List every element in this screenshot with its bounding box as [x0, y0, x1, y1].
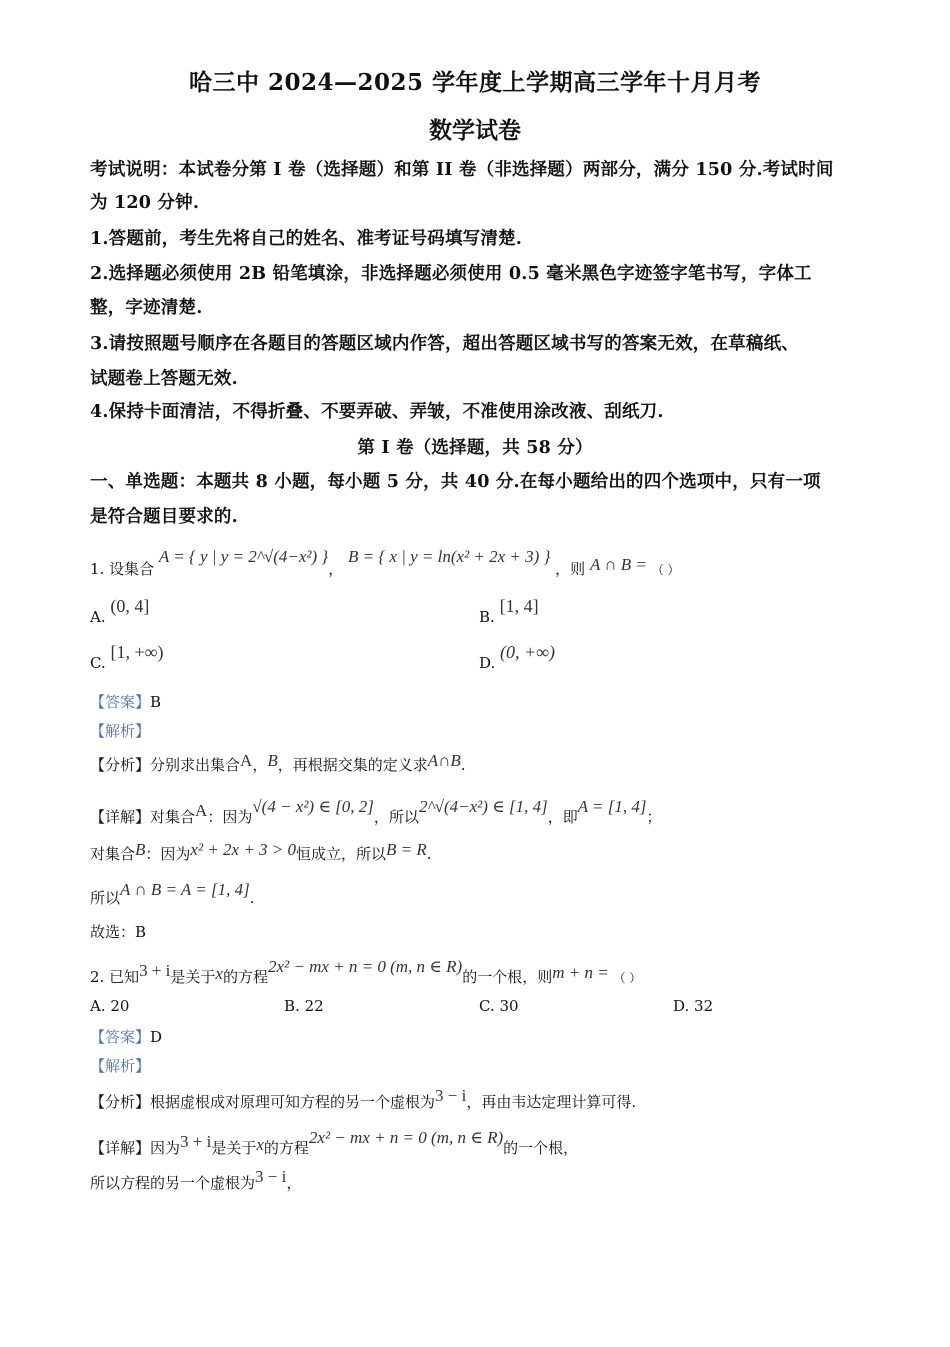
q2-fenxi-math: 3 − i [435, 1086, 467, 1105]
q2-option-c-value: 30 [499, 997, 519, 1015]
q1-fenxi-a: 分别求出集合 [150, 756, 241, 774]
q1-d1-c: ，所以 [373, 808, 419, 826]
q2-fenxi-b: ，再由韦达定理计算可得. [466, 1093, 637, 1111]
q1-detail-line-2 [90, 840, 432, 864]
q1-detail-line-3 [90, 880, 255, 908]
instruction-item-3b: 试题卷上答题无效. [90, 369, 238, 389]
q1-option-c [90, 642, 164, 673]
question-2-stem [90, 957, 642, 987]
q2-d2-b: ， [286, 1174, 302, 1192]
q2-d1-root: 3 + i [180, 1132, 212, 1151]
q1-d3-b: . [249, 889, 255, 907]
q2-option-c-label: C. [479, 997, 495, 1015]
q1-answer [90, 691, 161, 712]
q1-analysis-tag: 【解析】 [90, 722, 151, 740]
q2-d1-b: 是关于 [211, 1139, 257, 1157]
q1-answer-value: B [150, 693, 162, 711]
instructions-line2: 为 120 分钟. [90, 193, 200, 213]
q2-option-a-value: 20 [110, 997, 130, 1015]
q1-final: 故选：B [90, 923, 147, 941]
exam-title: 哈三中 2024—2025 学年度上学期高三学年十月月考 [188, 69, 762, 96]
q1-d1-math-2: 2^√(4−x²) ∈ [1, 4] [418, 797, 548, 816]
q2-stem-b: 是关于 [170, 968, 216, 986]
q2-answer-tag: 【答案】 [90, 1028, 151, 1046]
q1-paren: （ ） [651, 563, 680, 577]
instruction-item-4: 4.保持卡面清洁，不得折叠、不要弄破、弄皱，不准使用涂改液、刮纸刀. [90, 402, 664, 422]
q2-option-b [284, 997, 324, 1015]
q2-option-d-value: 32 [694, 997, 714, 1015]
q2-answer [90, 1026, 162, 1047]
instruction-item-3a: 3.请按照题号顺序在各题目的答题区域内作答，超出答题区域书写的答案无效，在草稿纸、 [90, 334, 799, 354]
q2-option-a [90, 997, 129, 1015]
q1-fenxi-sep: ， [252, 756, 268, 774]
q2-stem-d: 的一个根，则 [462, 968, 553, 986]
instruction-item-2a: 2.选择题必须使用 2B 铅笔填涂，非选择题必须使用 0.5 毫米黑色字迹签字笔书写，字体工 [90, 264, 812, 284]
q1-expr: A ∩ B = [589, 555, 647, 574]
q1-d2-sym: B [135, 840, 146, 859]
part1-intro-b: 是符合题目要求的. [90, 507, 238, 527]
instructions-line1: 考试说明：本试卷分第 I 卷（选择题）和第 II 卷（非选择题）两部分，满分 150 分.考试时间 [90, 160, 834, 180]
q1-set-b: B = { x | y = ln(x² + 2x + 3) } [348, 547, 551, 566]
q1-d2-math-2: B = R [386, 840, 427, 859]
q1-d3-math: A ∩ B = A = [1, 4] [120, 880, 250, 899]
q1-set-a: A = { y | y = 2^√(4−x²) } [158, 547, 329, 566]
q1-option-c-value: [1, +∞) [110, 642, 164, 662]
question-1-stem: 1. 设集合 A = { y | y = 2^√(4−x²) }， B = { x | y = ln(x² + 2x + 3) } ，则 A ∩ B = （ ） [90, 547, 680, 578]
q1-option-a-label: A. [90, 608, 106, 626]
q2-option-b-value: 22 [304, 997, 324, 1015]
instruction-item-1: 1.答题前，考生先将自己的姓名、准考证号码填写清楚. [90, 229, 523, 249]
q2-paren: （ ） [613, 971, 642, 985]
q1-option-b-label: B. [479, 608, 495, 626]
q2-option-c [479, 997, 519, 1015]
q1-d1-math-3: A = [1, 4] [577, 797, 647, 816]
q2-d1-var: x [256, 1135, 264, 1154]
q1-d2-d: . [426, 845, 432, 863]
q2-d1-d: 的一个根， [503, 1139, 579, 1157]
q2-equation: 2x² − mx + n = 0 (m, n ∈ R) [267, 957, 463, 976]
part1-intro-a: 一、单选题：本题共 8 小题，每小题 5 分，共 40 分.在每小题给出的四个选项中，只有一项 [90, 472, 821, 492]
q2-d1-c: 的方程 [263, 1139, 309, 1157]
q1-d1-b: ：因为 [207, 808, 253, 826]
q2-fenxi [90, 1086, 637, 1112]
q1-fenxi-expr: A∩B [427, 751, 461, 770]
q1-d2-b: ：因为 [145, 845, 191, 863]
q1-option-d [479, 642, 556, 673]
q1-option-a [90, 596, 150, 627]
q1-d1-a: 对集合 [150, 808, 196, 826]
q1-d1-e: ； [646, 808, 662, 826]
q2-fenxi-a: 根据虚根成对原理可知方程的另一个虚根为 [150, 1093, 436, 1111]
q2-analysis-tag: 【解析】 [90, 1057, 151, 1075]
q2-detail-line-2 [90, 1167, 302, 1193]
q1-fenxi-tag: 【分析】 [90, 756, 151, 774]
exam-subtitle: 数学试卷 [429, 117, 521, 144]
q1-detail-line-1 [90, 797, 662, 827]
q2-option-d [673, 997, 713, 1015]
instruction-item-2b: 整，字迹清楚. [90, 298, 203, 318]
q2-d2-a: 所以方程的另一个虚根为 [90, 1174, 256, 1192]
q2-stem-c: 的方程 [222, 968, 268, 986]
q1-fenxi-b: ，再根据交集的定义求 [277, 756, 428, 774]
q1-option-a-value: (0, 4] [110, 596, 150, 616]
q1-option-d-label: D. [479, 654, 496, 672]
q1-detail-tag: 【详解】 [90, 808, 151, 826]
q1-option-b [479, 596, 539, 627]
q1-d1-sym: A [195, 801, 208, 820]
q2-option-d-label: D. [673, 997, 690, 1015]
q2-answer-value: D [150, 1028, 163, 1046]
q1-fenxi [90, 751, 466, 775]
q1-d2-a: 对集合 [90, 845, 136, 863]
q1-option-b-value: [1, 4] [499, 596, 539, 616]
q1-d3-a: 所以 [90, 889, 121, 907]
section-title: 第 I 卷（选择题，共 58 分） [357, 438, 593, 458]
q2-detail-line-1 [90, 1128, 579, 1158]
q1-d1-d: ，即 [547, 808, 578, 826]
q1-d2-c: 恒成立，所以 [296, 845, 387, 863]
q1-option-d-value: (0, +∞) [500, 642, 556, 662]
q2-stem-a: 2. 已知 [90, 968, 140, 986]
q1-answer-tag: 【答案】 [90, 693, 151, 711]
q1-option-c-label: C. [90, 654, 106, 672]
q2-option-b-label: B. [284, 997, 300, 1015]
q2-d2-math: 3 − i [255, 1167, 287, 1186]
q1-stem-prefix: 1. 设集合 [90, 560, 155, 578]
q1-d1-math-1: √(4 − x²) ∈ [0, 2] [252, 797, 374, 816]
q2-d1-equation: 2x² − mx + n = 0 (m, n ∈ R) [308, 1128, 504, 1147]
q1-d2-math-1: x² + 2x + 3 > 0 [190, 840, 297, 859]
q2-detail-tag: 【详解】 [90, 1139, 151, 1157]
q1-stem-then: ，则 [555, 560, 586, 578]
q1-fenxi-end: . [460, 756, 466, 774]
q1-fenxi-sym-a: A [240, 751, 253, 770]
q1-fenxi-sym-b: B [267, 751, 278, 770]
q2-option-a-label: A. [90, 997, 106, 1015]
q2-expr: m + n = [552, 963, 609, 982]
q2-fenxi-tag: 【分析】 [90, 1093, 151, 1111]
q2-var: x [215, 964, 223, 983]
q2-root: 3 + i [139, 961, 171, 980]
q2-d1-a: 因为 [150, 1139, 181, 1157]
